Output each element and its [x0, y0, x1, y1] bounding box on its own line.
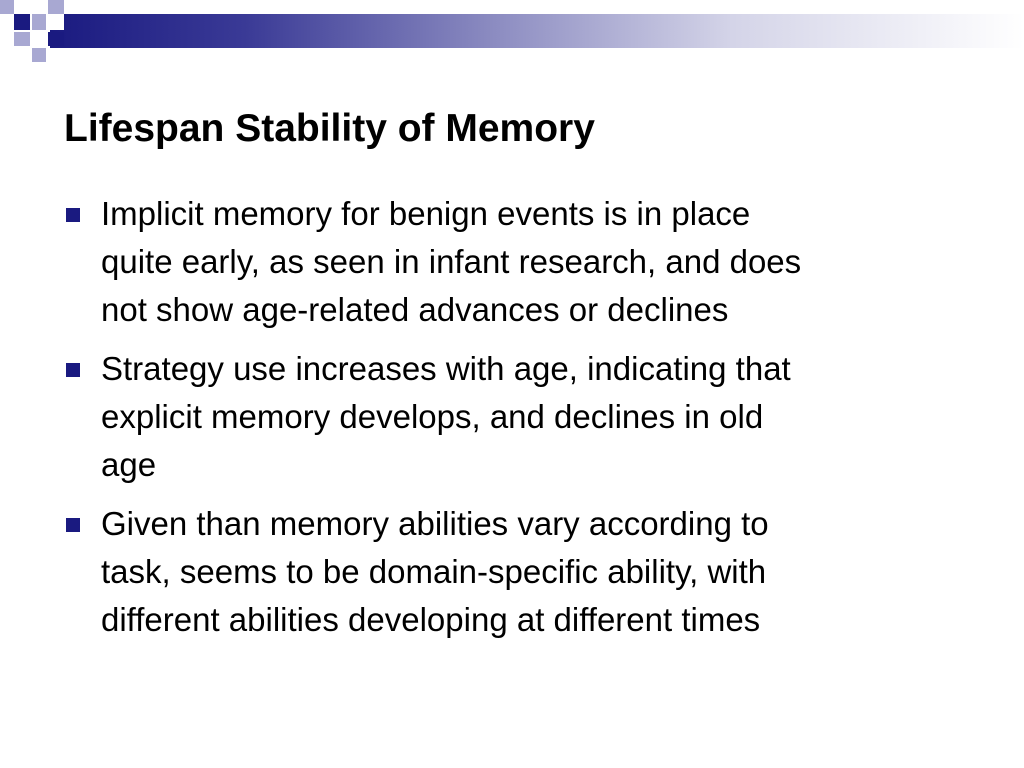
corner-square-decoration: [0, 0, 14, 14]
header-gradient-bar: [50, 14, 1024, 48]
square-bullet-icon: [66, 208, 80, 222]
bullet-line: quite early, as seen in infant research, and does: [101, 243, 802, 280]
bullet-line: explicit memory develops, and declines in old: [101, 398, 764, 435]
bullet-item: [64, 190, 964, 334]
bullet-item: [64, 500, 964, 644]
square-bullet-icon: [66, 363, 80, 377]
bullet-line: age: [101, 446, 157, 483]
bullet-line: Strategy use increases with age, indicating that: [101, 350, 791, 387]
bullet-line: not show age-related advances or declines: [101, 291, 729, 328]
bullet-item: [64, 345, 964, 489]
bullet-line: task, seems to be domain-specific ability, with: [101, 553, 767, 590]
corner-square-decoration: [48, 32, 64, 46]
corner-square-decoration: [32, 14, 46, 30]
square-bullet-icon: [66, 518, 80, 532]
corner-square-decoration: [32, 48, 46, 62]
bullet-line: different abilities developing at different times: [101, 601, 761, 638]
bullet-list: [64, 190, 964, 655]
corner-square-decoration: [14, 32, 30, 46]
corner-square-decoration: [48, 14, 64, 30]
slide-title: Lifespan Stability of Memory: [64, 107, 595, 150]
corner-square-decoration: [14, 14, 30, 30]
bullet-line: Given than memory abilities vary according to: [101, 505, 769, 542]
corner-square-decoration: [48, 0, 64, 14]
bullet-line: Implicit memory for benign events is in place: [101, 195, 751, 232]
